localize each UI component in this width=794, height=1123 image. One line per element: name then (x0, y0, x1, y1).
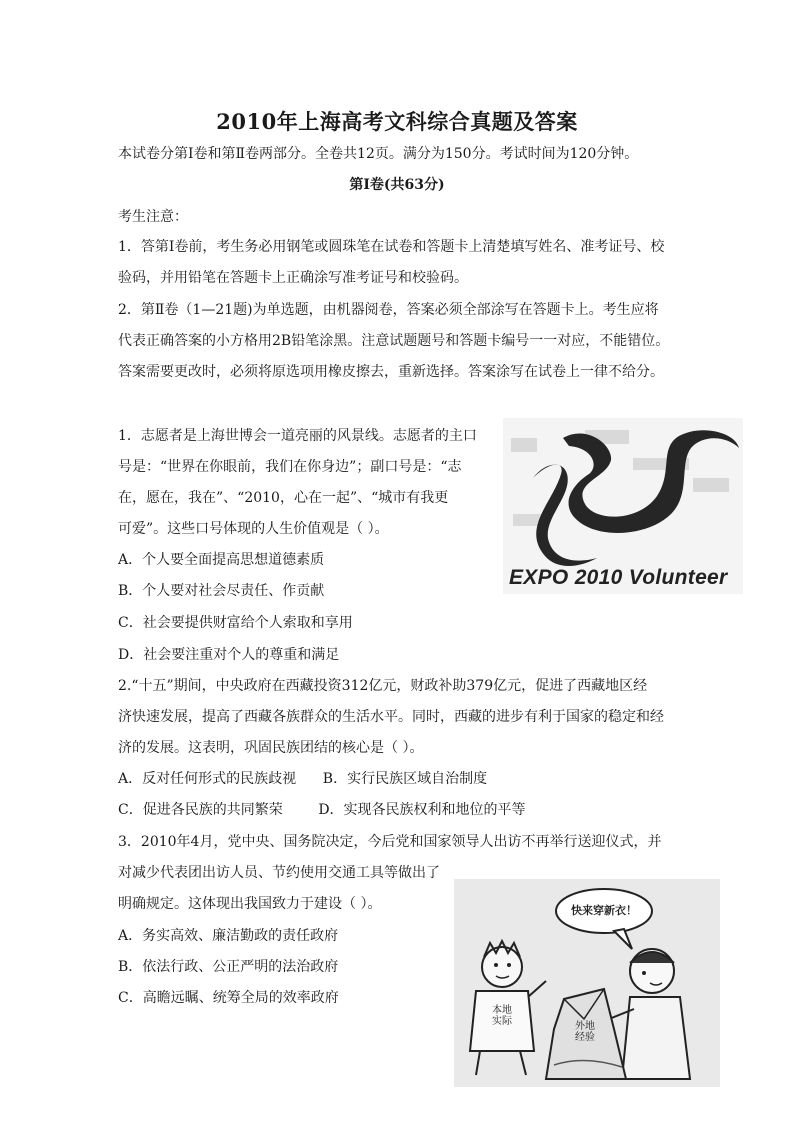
q1-option: A．个人要全面提高思想道德素质 (118, 552, 325, 568)
q2-stem-line: 济的发展。这表明，巩固民族团结的核心是（ ）。 (118, 740, 424, 756)
notice-line: 验码，并用铅笔在答题卡上正确涂写准考证号和校验码。 (118, 270, 468, 286)
document-title: 2010年上海高考文科综合真题及答案 (216, 109, 578, 134)
q3-stem-line: 明确规定。这体现出我国致力于建设（ ）。 (118, 896, 382, 912)
q1-option: D．社会要注重对个人的尊重和满足 (118, 647, 340, 663)
q2-option-row: A．反对任何形式的民族歧视 B．实行民族区域自治制度 (118, 771, 488, 787)
q1-option: C．社会要提供财富给个人索取和享用 (118, 615, 353, 631)
q3-option: B．依法行政、公正严明的法治政府 (118, 959, 339, 975)
expo-caption: EXPO 2010 Volunteer (509, 566, 728, 589)
q2-option-row: C．促进各民族的共同繁荣 D．实现各民族权利和地位的平等 (118, 802, 526, 818)
q2-stem-line: 济快速发展，提高了西藏各族群众的生活水平。同时，西藏的进步有利于国家的稳定和经 (118, 709, 664, 725)
q3-option: C．高瞻远瞩、统筹全局的效率政府 (118, 990, 339, 1006)
notice-line: 2．第Ⅱ卷（1—21题)为单选题，由机器阅卷，答案必须全部涂写在答题卡上。考生应将 (118, 302, 659, 318)
q1-stem-line: 可爱”。这些口号体现的人生价值观是（ ）。 (118, 521, 389, 537)
expo-volunteer-logo (503, 418, 743, 594)
q3-stem-line: 对减少代表团出访人员、节约使用交通工具等做出了 (118, 865, 440, 881)
q1-stem-line: 在，愿在，我在”、“2010，心在一起”、“城市有我更 (118, 490, 449, 506)
left-shirt-label: 本地实际 (492, 1005, 512, 1027)
speech-bubble-text: 快来穿新衣！ (571, 904, 637, 917)
q2-stem-line: 2.“十五”期间，中央政府在西藏投资312亿元，财政补助379亿元，促进了西藏地区经 (118, 678, 648, 694)
q3-stem-line: 3．2010年4月，党中央、国务院决定，今后党和国家领导人出访不再举行送迎仪式，并 (118, 834, 662, 850)
notice-line: 答案需要更改时，必须将原选项用橡皮擦去，重新选择。答案涂写在试卷上一律不给分。 (118, 364, 664, 380)
notice-heading: 考生注意： (118, 209, 188, 225)
cartoon-illustration (454, 879, 720, 1087)
q1-stem-line: 1．志愿者是上海世博会一道亮丽的风景线。志愿者的主口 (118, 428, 477, 444)
q1-stem-line: 号是：“世界在你眼前，我们在你身边”；副口号是：“志 (118, 459, 462, 475)
notice-line: 代表正确答案的小方格用2B铅笔涂黑。注意试题题号和答题卡编号一一对应，不能错位。 (118, 333, 670, 349)
right-coat-label: 外地经验 (575, 1021, 595, 1043)
notice-line: 1．答第Ⅰ卷前，考生务必用钢笔或圆珠笔在试卷和答题卡上清楚填写姓名、准考证号、校 (118, 239, 665, 255)
part1-heading: 第Ⅰ卷(共63分) (349, 177, 445, 193)
q1-option: B．个人要对社会尽责任、作贡献 (118, 583, 325, 599)
intro-line: 本试卷分第Ⅰ卷和第Ⅱ卷两部分。全卷共12页。满分为150分。考试时间为120分钟。 (118, 146, 639, 162)
q3-option: A．务实高效、廉洁勤政的责任政府 (118, 928, 339, 944)
